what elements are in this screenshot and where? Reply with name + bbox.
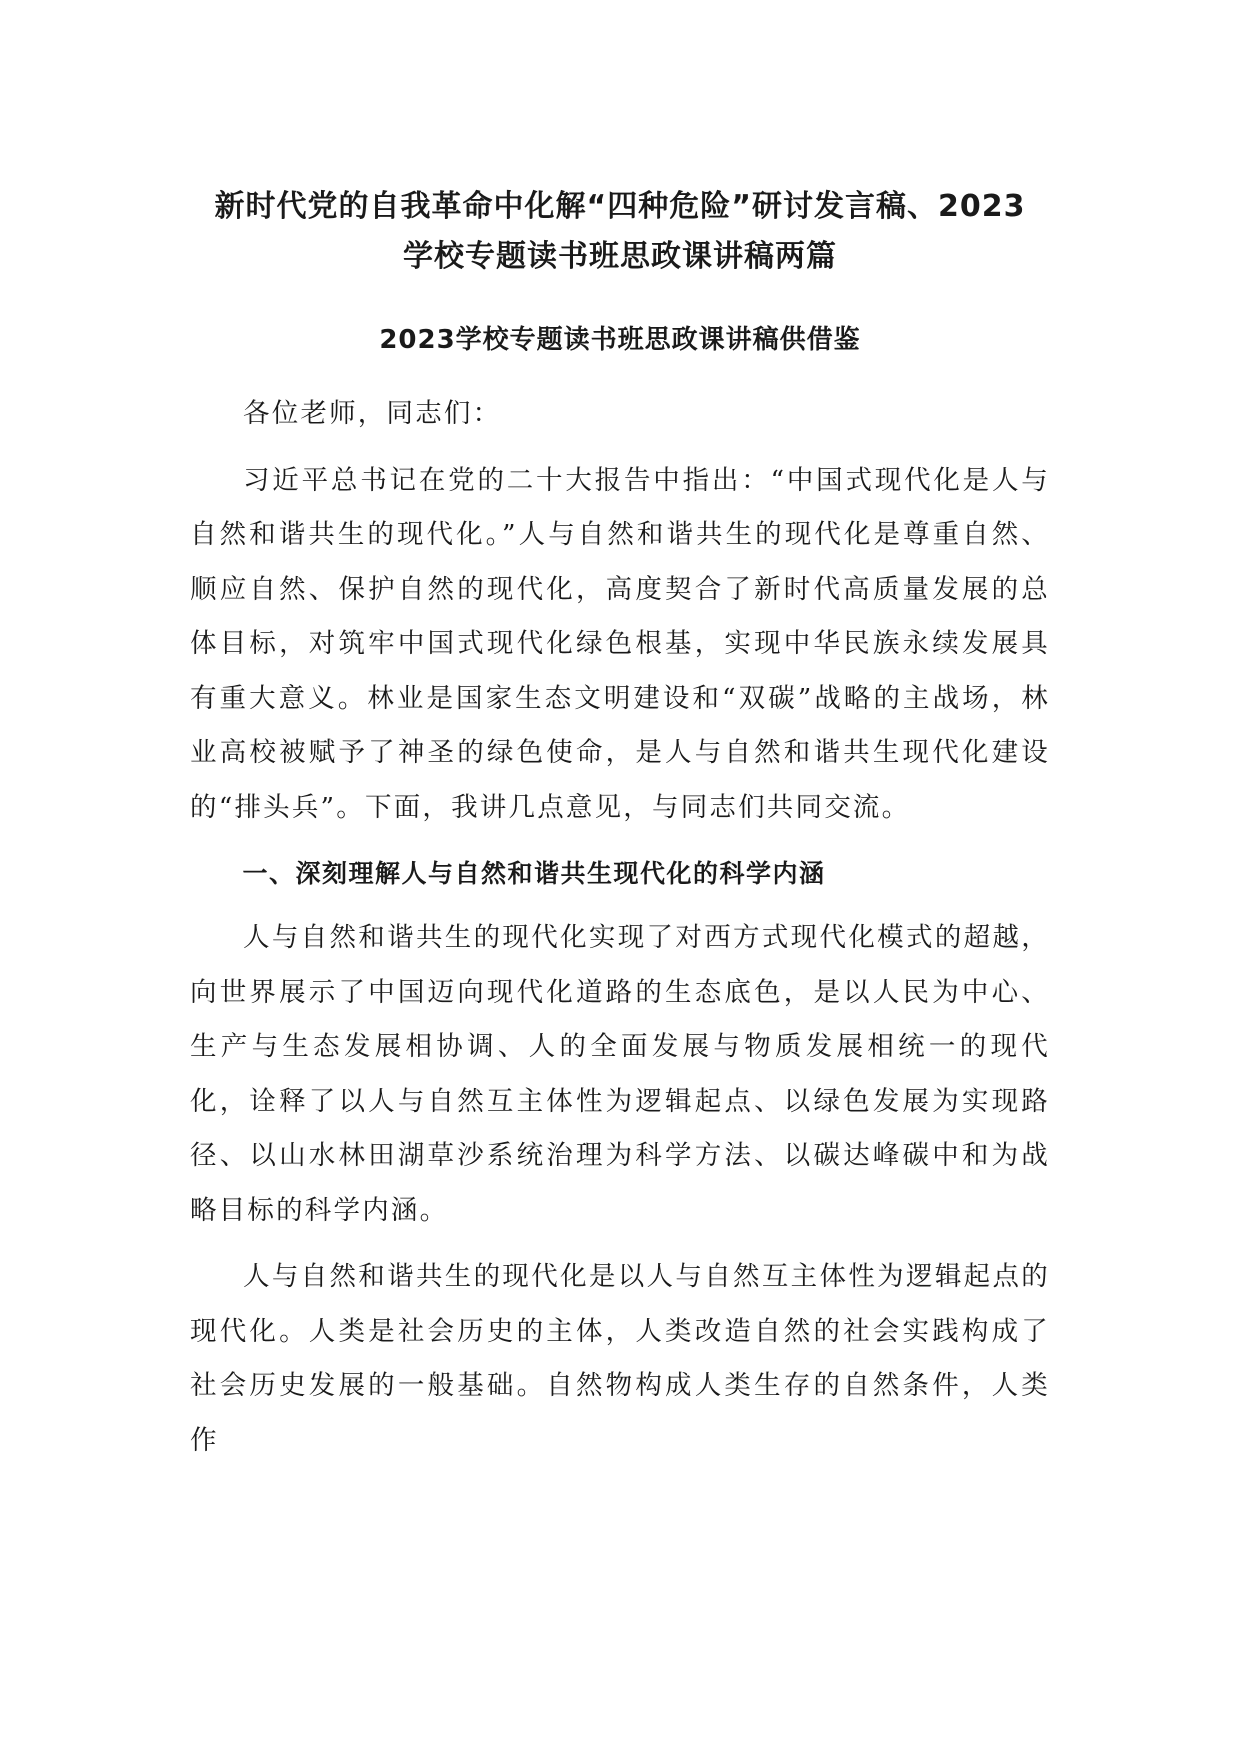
section-paragraph-1: 人与自然和谐共生的现代化实现了对西方式现代化模式的超越，向世界展示了中国迈向现代化道路的生态底色，是以人民为中心、生产与生态发展相协调、人的全面发展与物质发展相统一的现代化，诠释了以人与自然互主体性为逻辑起点、以绿色发展为实现路径、以山水林田湖草沙系统治理为科学方法、以碳达峰碳中和为战略目标的科学内涵。 [190,922,1050,1226]
intro-paragraph: 习近平总书记在党的二十大报告中指出：“中国式现代化是人与自然和谐共生的现代化。”人与自然和谐共生的现代化是尊重自然、顺应自然、保护自然的现代化，高度契合了新时代高质量发展的总体目标，对筑牢中国式现代化绿色根基，实现中华民族永续发展具有重大意义。林业是国家生态文明建设和“双碳”战略的主战场，林业高校被赋予了神圣的绿色使命，是人与自然和谐共生现代化建设的“排头兵”。下面，我讲几点意见，与同志们共同交流。 [190,464,1050,823]
document-body [190,387,1050,1468]
document-title-line-1: 新时代党的自我革命中化解“四种危险”研讨发言稿、2023 [214,189,1026,224]
document-subtitle: 2023学校专题读书班思政课讲稿供借鉴 [379,325,861,355]
section-heading: 一、深刻理解人与自然和谐共生现代化的科学内涵 [242,859,826,888]
document-title [150,182,1090,282]
section-paragraph-2: 人与自然和谐共生的现代化是以人与自然互主体性为逻辑起点的现代化。人类是社会历史的主体，人类改造自然的社会实践构成了社会历史发展的一般基础。自然物构成人类生存的自然条件，人类作 [190,1261,1050,1456]
document-title-line-2: 学校专题读书班思政课讲稿两篇 [403,239,837,274]
greeting: 各位老师，同志们： [243,398,502,429]
